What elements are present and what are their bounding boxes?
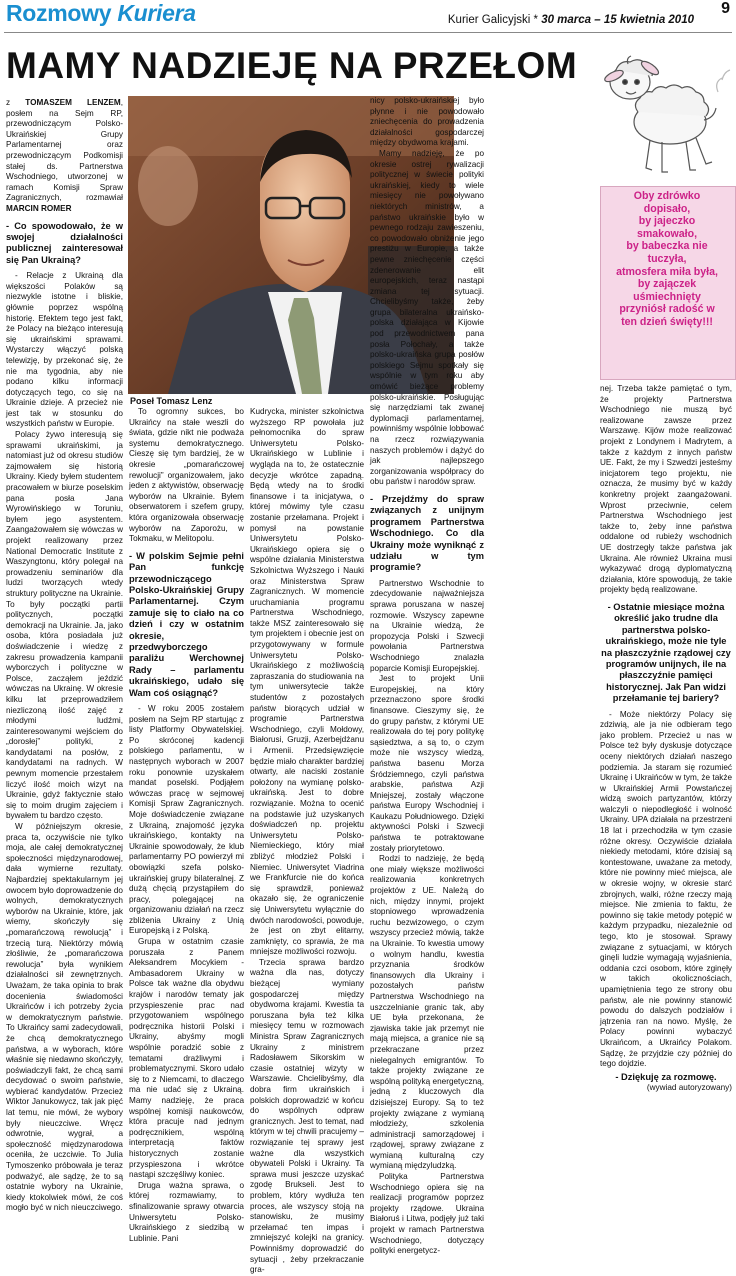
header-rule <box>4 32 732 33</box>
greeting-line: tuczyła, <box>647 252 687 265</box>
headline: MAMY NADZIEJĘ NA PRZEŁOM <box>6 45 578 86</box>
greeting-line: by babeczka nie <box>626 240 708 253</box>
paragraph: Grupa w ostatnim czasie poruszała z Panem Aleksandrem Mocykiem - Ambasadorem Ukrainy w Polsce tak ważne dla obydwu krajów i narodów tematy jak przyspieszenie prac nad przygotowaniem wspólnego podręcznika historii Polski i Ukrainy, abyśmy mogli wspólnie poradzić sobie z tematami drażliwymi i problematycznymi. Skoro udało się to z Niemcami, to dlaczego ma nie udać się z Ukrainą. Mamy nadzieję, że praca wspólnej komisji naukowców, która pracuje nad jednym podręcznikiem, wspólną interpretacją faktów historycznych zostanie przyspieszona i wkrótce nastąpi szczęśliwy koniec. <box>129 937 244 1180</box>
greeting-line: uśmiechnięty <box>633 290 701 303</box>
page-number: 9 <box>721 0 730 17</box>
paragraph: - Relacje z Ukrainą dla większości Polaków są niezwykle istotne i bliskie, głównie poprzez wspólną historię. Efektem tego jest fakt, że Polacy na bieżąco interesują się ukraińskimi sprawami. Wystarczy włączyć polską telewizję, by przekonać się, że nie ma tygodnia, aby nie podano kilku informacji dotyczących tego, co się na Ukrainie dzieje. A przecież nie jest tak w stosunku do wszystkich państw w Europie. <box>6 271 123 429</box>
greeting-line: by jajeczko <box>638 215 696 228</box>
article-column-5 <box>600 384 732 1101</box>
interview-intro <box>6 98 123 215</box>
paragraph: - W roku 2005 zostałem posłem na Sejm RP startując z listy Platformy Obywatelskiej. Po skróconej kadencji polskiego parlamentu, w następnych wyborach w 2007 roku ponownie uzyskałem mandat poselski. Podjąłem wówczas pracę w sejmowej Komisji Spraw Zagranicznych. Moje doświadczenie związane z Ukrainą, znajomość języka ukraińskiego, kontakty na Ukrainie spowodowały, że klub parlamentarny PO powierzył mi obowiązki szefa polsko-ukraińskiej grupy bilateralnej. Z dużą chęcią przystąpiłem do pracy, polegającej na organizowaniu działań na rzecz zbliżenia Ukrainy z Unią Europejską i z Polską. <box>129 704 244 936</box>
paragraph: Kudrycka, minister szkolnictwa wyższego RP powołała już pełnomocnika do spraw Uniwersytetu Polsko-Ukraińskiego w Lublinie i wygląda na to, że ostatecznie decyzje wkrótce zapadną. Będą wtedy na to środki finansowe i ta inicjatywa, o której mówimy tyle czasu zostanie przełamana. Projekt i pomysł na powstanie Uniwersytetu Polsko-Ukraińskiego opiera się o wspólne działania Ministerstwa Szkolnictwa Wyższego i Nauki oraz Ministerstwa Spraw Zagranicznych. W momencie uruchamiania programu Partnerstwa Wschodniego, także MSZ zainteresowało się tym projektem i obecnie jest on przygotowywany w formule Uniwersytetu Polsko-Ukraińskiego z możliwością zapraszania do studiowania na tym uniwersytecie także studentów z pozostałych państw biorących udział w programie Partnerstwa Wschodniego, czyli Mołdowy, Białorusi, Gruzji, Azerbejdżanu i Armenii. Przedsięwzięcie będzie miało charakter bardziej otwarty, ale naciski zostanie położony na wymianę polsko-ukraińską. Jest to dobre rozwiązanie. Można to ocenić na podstawie już uzyskanych doświadczeń np. projektu Uniwersytetu Polsko-Niemieckiego, który miał zbliżyć młodzież Polski i Niemiec. Uniwersytet Viadrina we Frankfurcie nie do końca się sprawdził, ponieważ okazało się, że ograniczenie się Uniwersytetu wyłącznie do dwóch narodowości, powoduje, że jest on zbyt elitarny, zamknięty, co sprawia, że ma mniejsze możliwości rozwoju. <box>250 407 364 957</box>
page-header <box>0 0 736 34</box>
article-column-4 <box>370 96 484 1256</box>
question: - W polskim Sejmie pełni Pan funkcję przewodniczącego Polsko-Ukraińskiej Grupy Parlamentarnej. Czym zamuje się to ciało na co dzień i czy w ostatnim okresie, przedwyborczego paraliżu Werchownej Rady – parlamentu ukraińskiego, udało się Wam coś osiągnąć? <box>129 550 244 698</box>
paragraph: Polityka Partnerstwa Wschodniego opiera się na realizacji programów poprzez projekty rządowe. Ukraina Białoruś i Litwa, podjęły już taki projekt w ramach Partnerstwa Wschodniego, dotyczący polityki energetycz- <box>370 1172 484 1256</box>
photo-caption: Poseł Tomasz Lenz <box>130 396 213 406</box>
paragraph: - Może niektórzy Polacy się zdziwią, ale ja nie odbieram tego jako problem. Przecież u nas w Polsce też były dyskusje dotyczące oceny niektórych działań naszego podziemia. Ja staram się rozumieć Ukrainę i Ukraińców w tym, że także w Ukraińskiej Armii Powstańczej widzą swoich partyzantów, którzy walczyli o niepodległość i wolność Ukrainy. UPA działała na przestrzeni 18 lat i przechodziła w tym czasie różne okresy. Oczywiście działała niekiedy metodami, które dzisiaj są kontestowane, uważane za metody, które nie powinny mieć miejsca, ale w okresie wojny, w okresie starć zbrojnych, walki, różne rzeczy mają miejsce. Nie zmienia to faktu, że powinno się takie metody potępić w każdym przypadku, niezależnie od tego, kto je stosował. Sprawy związane z sytuacjami, w których ginęli ludzie wymagają wyjaśnienia, oddania czci osobom, które zginęły w takich okolicznościach, upamiętnienia tego ze strony obu państw, ale nie powinny stanowić powodu do dalszych podziałów i jątrzenia ran na nowo. Myślę, że Polacy powinni wybaczyć Ukraińcom, a Ukraińcy Polakom. Sądzę, że przyjdzie czy później do tego dojdzie. <box>600 709 732 1069</box>
easter-lamb-illustration <box>598 40 736 186</box>
greeting-line: przyniósł radość w <box>619 303 715 316</box>
question: - Przejdźmy do spraw związanych z unijnym programem Partnerstwa Wschodniego. Co dla Ukrainy może wyniknąć z udziału w tym programie? <box>370 493 484 573</box>
greeting-line: by zajączek <box>637 278 697 291</box>
easter-greeting-text <box>600 190 734 329</box>
article-column-3 <box>250 407 364 1275</box>
interviewee-name: TOMASZEM LENZEM <box>25 98 121 107</box>
paragraph: Rodzi to nadzieję, że będą one miały większe możliwości realizowania konkretnych projektów z UE. Należą do nich, między innymi, projekt stopniowego wprowadzenia ruchu bezwizowego, o czym wszyscy przecież mówią, także na Ukrainie. To kwestia umowy o wolnym handlu, kwestia przyznania środków finansowych dla Ukrainy i pozostałych państw Partnerstwa Wschodniego na uszczelnianie granic tak, aby UE była przekonana, że zjawiska takie jak przemyt nie mają miejsca, a granice nie są przekraczane przez nielegalnych emigrantów. To także projekty związane ze wspólną polityką energetyczną, jedną z kluczowych dla dzisiejszej Europy. Są to też projekty związane z wymianą młodzieży, szkolenia administracji samorządowej i rządowej, sprawy związane z wymianą kulturalną czy wymianą międzyludzką. <box>370 854 484 1171</box>
greeting-line: atmosfera miła była, <box>616 265 718 278</box>
greeting-line: smakowało, <box>636 227 698 240</box>
paragraph: Trzecia sprawa bardzo ważna dla nas, dotyczy bieżącej wymiany gospodarczej między obydwoma krajami. Kwestia ta poruszana była też kilka miesięcy temu w rozmowach Ministra Spraw Zagranicznych Ukrainy z ministrem Radosławem Sikorskim w czasie ostatniej wizyty w Warszawie. Chcielibyśmy, dla dobra firm ukraińskich i polskich doprowadzić w końcu do wspólnych odpraw granicznych. Jest to temat, nad którym w tej chwili pracujemy – rozwiązanie tej sprawy jest ważne dla wszystkich obywateli Polski i Ukrainy. Ta sprawa musi jeszcze uzyskać zgodę Brukseli. Jest to problem, który wydłuża ten proces, ale wszyscy stoją na stanowisku, że musimy przełamać ten impas i zmniejszyć kolejki na granicy. Powinniśmy doprowadzić do sytuacji , żeby przekraczanie gra- <box>250 957 364 1275</box>
paragraph: To ogromny sukces, bo Ukraińcy na stałe weszli do świata, gdzie nikt nie podważa systemu demokratycznego. Cieszę się tym bardziej, że w okresie „pomarańczowej rewolucji” organizowałem, jako jeden z aktywistów, obserwację wyborów na Ukrainie. Byłem obserwatorem i szefem grupy, która organizowała obserwację wyborów na Zaporożu, w Tokmaku, w Melitopolu. <box>129 407 244 544</box>
interviewer-name: MARCIN ROMER <box>6 203 72 213</box>
section-title <box>6 0 196 27</box>
intro-text: , posłem na Sejm RP, przewodniczącym Polsko-Ukraińskiej Grupy Parlamentarnej oraz przewodniczącym Podkomisji stałej ds. Partnerstwa Wschodniego, utworzonej w ramach Komisji Spraw Zagranicznych, rozmawiał <box>6 98 123 203</box>
question: - Co spowodowało, że w swojej działalności publicznej zainteresował się Pan Ukrainą? <box>6 220 123 265</box>
paragraph: Mamy nadzieję, że po okresie ostrej rywalizacji politycznej w świecie polityki ukraińskiej, kiedy to wiele miesięcy nie powoływano niektórych ministrów, a państwo ukraińskie było w pewnego rodzaju zawieszeniu, co powodowało obniżenie jego prestiżu w Europie, a także pewne zniechęcenie części zdenerowanie elit europejskich, teraz nastąpi zmiana tej sytuacji. Chcielibyśmy także, żeby grupa bilateralna ukraińsko-polska działająca w Kijowie pod przewodnictwem pana posła Połochały, a także polsko-ukraińska grupa posłów polskiego Sejmu spotkały się wspólnie w tym roku aby omówić bieżące problemy polsko-ukraińskie. Posługując się narzędziami tak zwanej dyplomacji parlamentarnej, powinniśmy wspólnie lobbować na rzecz rozwiązywania naszych problemów i dążyć do jak najlepszego zorganizowania współpracy do obu państw i narodów spraw. <box>370 148 484 487</box>
paragraph: W późniejszym okresie, praca ta, oczywiście nie tylko moja, ale całej demokratycznej społeczności międzynarodowej, dała wymierne rezultaty. Najbardziej spektakularnym jej owocem było doprowadzenie do wolnych, demokratycznych wyborów na Ukrainie, które, jak wiemy, skończyły się „pomarańczową rewolucją” i trzecią turą. Niektórzy mówią złośliwie, że „pomarańczowa rewolucja” była wynikiem działalności sił zewnętrznych. Uważam, że taka opinia to brak docenienia świadomości Ukraińców i ich potrzeby życia w demokratycznym państwie. To Ukraińcy sami zadecydowali, że chcą demokratycznego państwa, a w wyborach, które właśnie się niedawno skończyły, poświadczyli fakt, że chcą sami decydować o swoim państwie, wybierać kandydatów. Przecież Wiktor Janukowycz, tak jak pięć lat temu, nie mówi, że wybory były nieuczciwe. Wręcz odwrotnie, wygrał, a społeczność międzynarodowa oceniła, że uczciwie. To Julia Tymoszenko próbowała je teraz podważyć, ale sądzę, że to są ostatnie wybory na Ukrainie, kiedy ktokolwiek mówi, że coś mogło być w nich nieuczciwego. <box>6 822 123 1213</box>
intro-text: z <box>6 98 26 107</box>
section-title-word1: Rozmowy <box>6 0 118 26</box>
issue-info <box>448 14 694 26</box>
question: - Ostatnie miesiące można określić jako trudne dla partnerstwa polsko-ukraińskiego, może nie tyle na płaszczyźnie rządowej czy programów unijnych, ile na płaszczyźnie pamięci historycznej. Jak Pan widzi przełamanie tej bariery? <box>601 601 731 704</box>
paragraph: nej. Trzeba także pamiętać o tym, że projekty Partnerstwa Wschodniego nie muszą być realizowane zawsze przez Warszawę. Kijów może realizować projekt z Londynem i Madrytem, a także z każdym z innych państw UE. Fakt, że my i Szwedzi jesteśmy inicjatorem tego projektu, nie oznacza, że musimy być w każdy konkretny projekt zaangażowani. Wprost przeciwnie, celem Partnerstwa Wschodniego jest także to, żeby inne państwa oddalone od rubieży wschodnich UE dostrzegły także państwa jak Ukraina. Ale również Ukraina musi wykazywać drogą dyplomatyczną działania, które spowodują, że takie projekty będą realizowane. <box>600 384 732 595</box>
issue-name: Kurier Galicyjski * <box>447 14 542 26</box>
greeting-line: Oby zdrówko <box>633 190 701 202</box>
greeting-line: ten dzień święty!!! <box>621 315 713 328</box>
greeting-line: dopisało, <box>643 202 691 215</box>
issue-dates: 30 marca – 15 kwietnia 2010 <box>541 14 694 26</box>
article-column-1 <box>6 98 123 1213</box>
article-column-2 <box>129 407 244 1243</box>
section-title-word2: Kuriera <box>117 0 196 26</box>
paragraph: nicy polsko-ukraińskiej było płynne i nie powodowało zniechęcenia do prowadzenia działalności gospodarczej między obydwoma krajami. <box>370 96 484 148</box>
paragraph: Partnerstwo Wschodnie to zdecydowanie najważniejsza sprawa poruszana w naszej rozmowie. Wszyscy zapewne na Ukrainie wiedzą, że propozycja Polski i Szwecji powołania Partnerstwa Wschodniego znalazła poparcie Komisji Europejskiej. <box>370 578 484 673</box>
paragraph: Jest to projekt Unii Europejskiej, na który przeznaczono spore środki finansowe. Cieszymy się, że do grupy państw, z którymi UE realizowała do tej pory politykę sąsiedztwa, a są to, o czym może nie wszyscy wiedzą, państwa basenu Morza Śródziemnego, czyli państwa arabskie, państwa Azji Mniejszej, zostały włączone państwa Europy Wschodniej i Kaukazu Południowego. Dzięki aktywności Polski i Szwecji państwa te potraktowane zostały priorytetowo. <box>370 674 484 853</box>
closing-thanks: - Dziękuję za rozmowę. <box>615 1071 717 1082</box>
authorization-note: (wywiad autoryzowany) <box>646 1083 732 1093</box>
paragraph: Druga ważna sprawa, o której rozmawiamy, to sfinalizowanie sprawy otwarcia Uniwersytetu Polsko-Ukraińskiego z siedzibą w Lublinie. Pani <box>129 1180 244 1243</box>
paragraph: Polacy żywo interesują się sprawami ukraińskimi, ja natomiast już od okresu studiów zajmowałem się historią Ukrainy. Kiedy byłem studentem pracowałem w biurze poselskim pana posła Jana Wyrowińskiego w Toruniu, byłem jego asystentem. Zaangażowałem się wówczas w projekt realizowany przez National Democratic Institute z Waszyngtonu, który polegał na prowadzeniu seminariów dla ludzi tworzących wtedy struktury polityczne na Ukrainie. To były początki partii politycznych, początki demokracji na Ukrainie. Ja, jako osoba, która posiadała już doświadczenie i wiedzę z zakresu prowadzenia kampanii wyborczych i polityczne w Polsce, zacząłem jeździć wówczas na Ukrainę. W okresie kilku lat przeprowadziłem niezliczoną ilość zajęć z młodymi ludźmi, zainteresowanymi wejściem do „dorosłej” polityki, z kandydatami na posłów, z kandydatami na radnych. W pewnym momencie przestałem liczyć ilość moich wizyt na Ukrainie, gdyż faktycznie stało się to moim drugim zajęciem i bywałem tu bardzo często. <box>6 430 123 821</box>
